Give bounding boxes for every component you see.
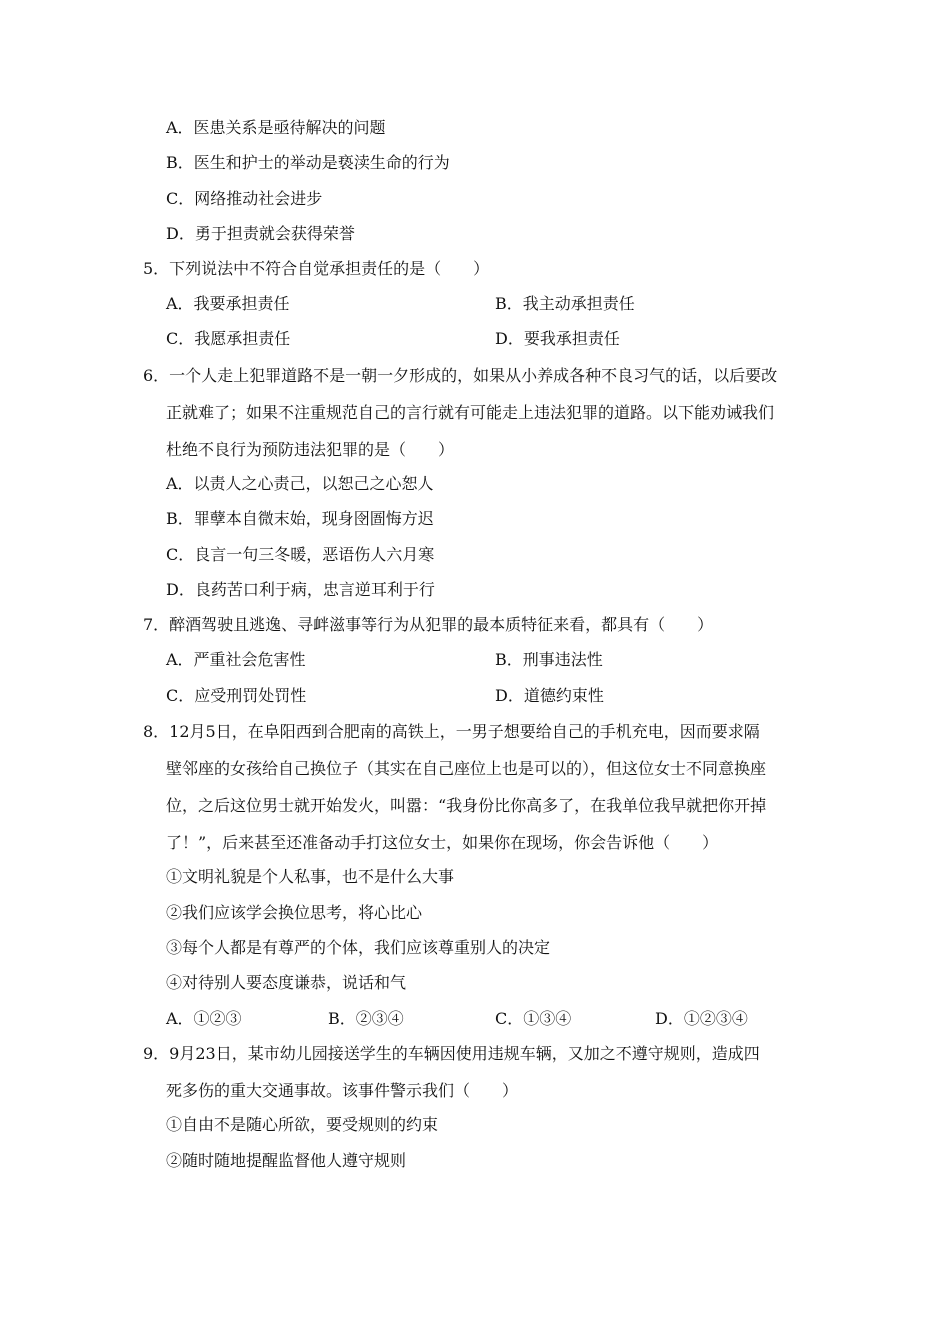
q8-option-c: C．①③④ [495, 1009, 572, 1028]
q5-option-a: A．我要承担责任 [166, 294, 290, 313]
q8-stem-line-4: 了！”，后来甚至还准备动手打这位女士，如果你在现场，你会告诉他（ ） [166, 833, 719, 852]
q6-option-a: A．以责人之心责己，以恕己之心恕人 [166, 474, 434, 493]
q8-option-a: A．①②③ [166, 1009, 242, 1028]
q9-statement-2: ②随时随地提醒监督他人遵守规则 [166, 1151, 407, 1170]
q7-option-a: A．严重社会危害性 [166, 650, 306, 669]
q8-stem-line-2: 壁邻座的女孩给自己换位子（其实在自己座位上也是可以的），但这位女士不同意换座 [166, 759, 767, 778]
q9-stem-line-2: 死多伤的重大交通事故。该事件警示我们（ ） [166, 1081, 519, 1100]
q5-option-b: B．我主动承担责任 [495, 294, 635, 313]
q4-option-c: C．网络推动社会进步 [166, 189, 323, 208]
q7-option-b: B．刑事违法性 [495, 650, 603, 669]
q8-option-b: B．②③④ [328, 1009, 404, 1028]
q8-option-d: D．①②③④ [655, 1009, 748, 1028]
q8-statement-1: ①文明礼貌是个人私事，也不是什么大事 [166, 867, 455, 886]
q9-stem-line-1: 9．9月23日，某市幼儿园接送学生的车辆因使用违规车辆，又加之不遵守规则，造成四 [143, 1044, 760, 1063]
q4-option-b: B．医生和护士的举动是亵渎生命的行为 [166, 153, 450, 172]
q8-stem-line-1: 8．12月5日，在阜阳西到合肥南的高铁上，一男子想要给自己的手机充电，因而要求隔 [143, 722, 760, 741]
q6-option-d: D．良药苦口利于病，忠言逆耳利于行 [166, 580, 435, 599]
q8-statement-4: ④对待别人要态度谦恭，说话和气 [166, 973, 407, 992]
q5-stem: 5．下列说法中不符合自觉承担责任的是（ ） [143, 259, 490, 278]
q9-statement-1: ①自由不是随心所欲，要受规则的约束 [166, 1115, 439, 1134]
q7-option-c: C．应受刑罚处罚性 [166, 686, 307, 705]
q6-stem-line-1: 6．一个人走上犯罪道路不是一朝一夕形成的，如果从小养成各种不良习气的话，以后要改 [143, 366, 778, 385]
q4-option-a: A．医患关系是亟待解决的问题 [166, 118, 386, 137]
q6-option-b: B．罪孽本自微末始，现身囹圄悔方迟 [166, 509, 434, 528]
q7-option-d: D．道德约束性 [495, 686, 604, 705]
q8-stem-line-3: 位，之后这位男士就开始发火，叫嚣：“我身份比你高多了，在我单位我早就把你开掉 [166, 796, 767, 815]
q6-option-c: C．良言一句三冬暖，恶语伤人六月寒 [166, 545, 435, 564]
q8-statement-3: ③每个人都是有尊严的个体，我们应该尊重别人的决定 [166, 938, 551, 957]
q4-option-d: D．勇于担责就会获得荣誉 [166, 224, 355, 243]
q6-stem-line-3: 杜绝不良行为预防违法犯罪的是（ ） [166, 440, 455, 459]
q6-stem-line-2: 正就难了；如果不注重规范自己的言行就有可能走上违法犯罪的道路。以下能劝诫我们 [166, 403, 775, 422]
q8-statement-2: ②我们应该学会换位思考，将心比心 [166, 903, 423, 922]
q5-option-c: C．我愿承担责任 [166, 329, 291, 348]
q5-option-d: D．要我承担责任 [495, 329, 620, 348]
q7-stem: 7．醉酒驾驶且逃逸、寻衅滋事等行为从犯罪的最本质特征来看，都具有（ ） [143, 615, 714, 634]
